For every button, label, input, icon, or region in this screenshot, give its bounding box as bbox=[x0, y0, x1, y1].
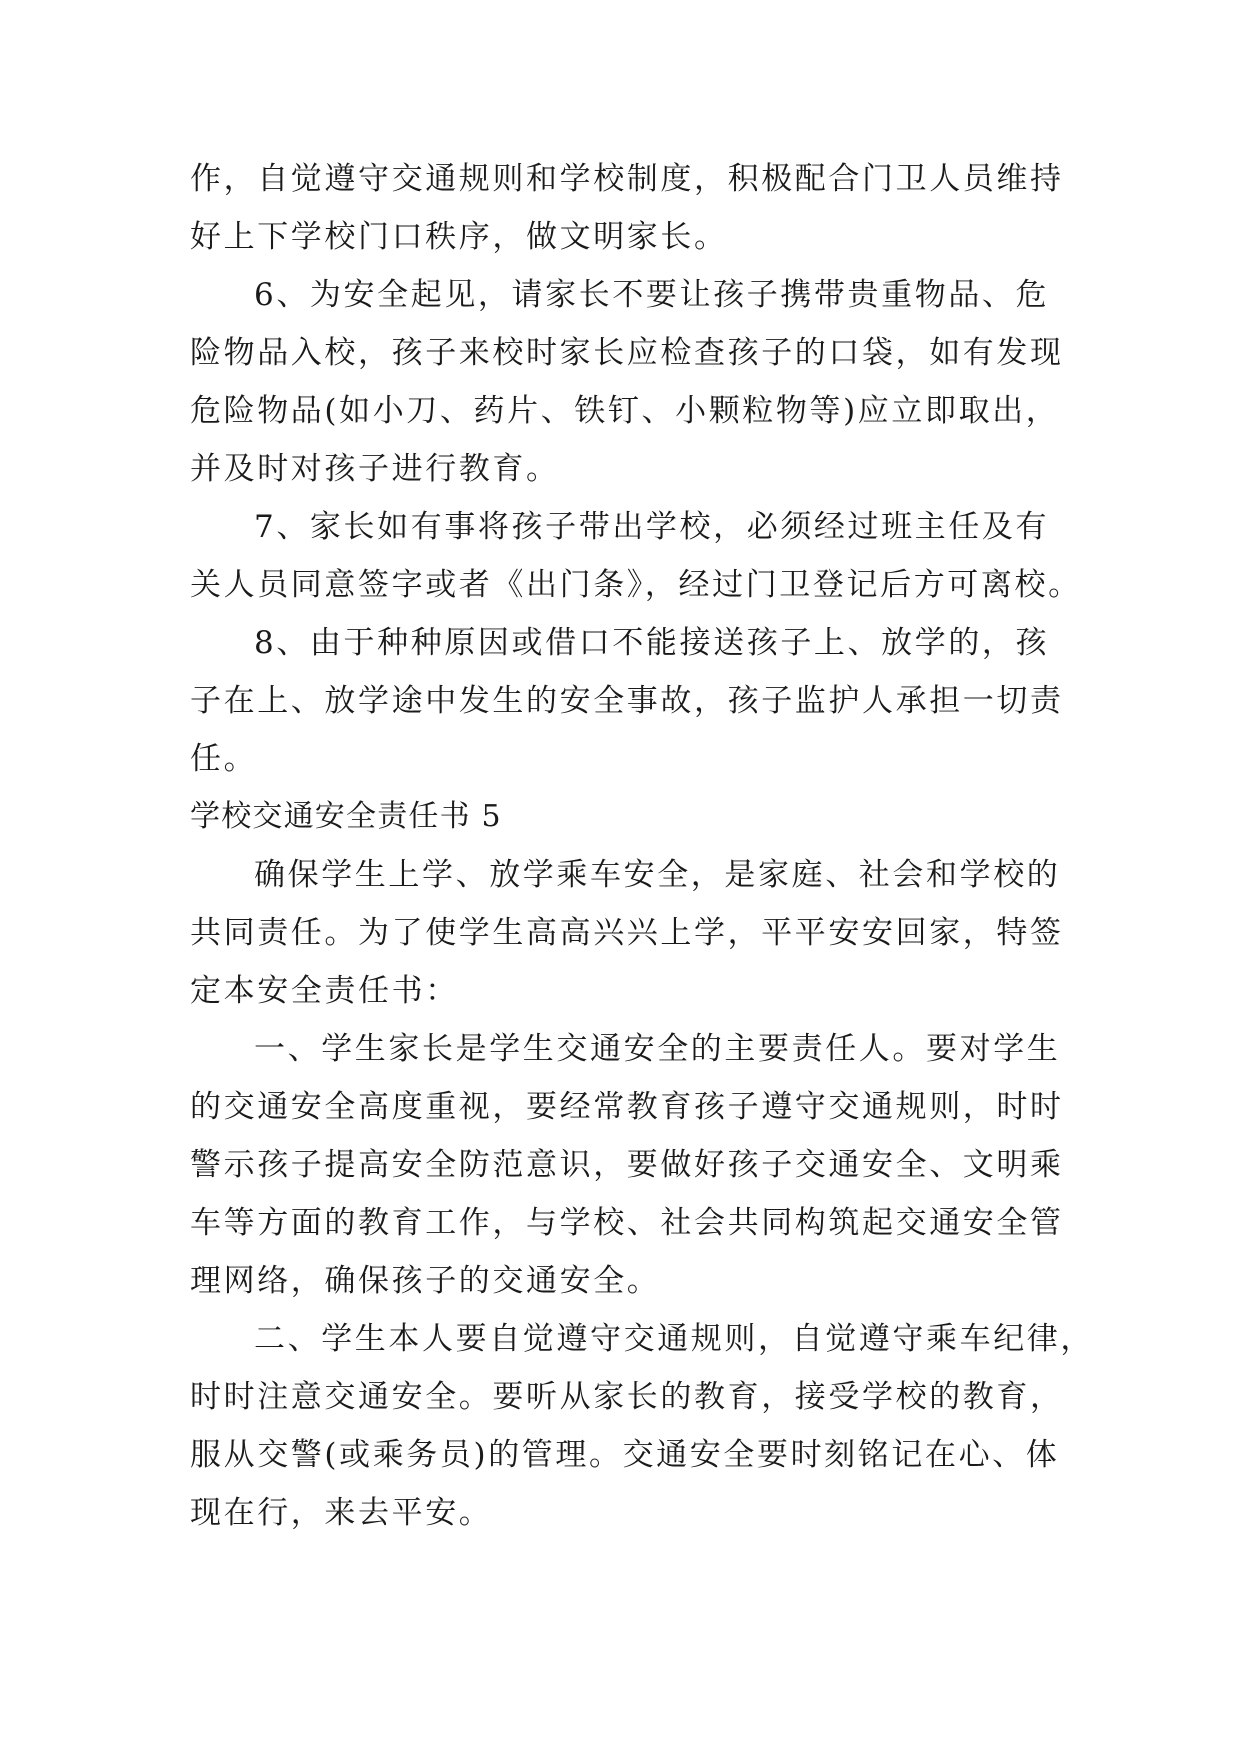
text-line: 车等方面的教育工作，与学校、社会共同构筑起交通安全管 bbox=[190, 1205, 1064, 1241]
text-line: 现在行，来去平安。 bbox=[190, 1495, 493, 1531]
text-line: 理网络，确保孩子的交通安全。 bbox=[190, 1263, 661, 1299]
text-line: 子在上、放学途中发生的安全事故，孩子监护人承担一切责 bbox=[190, 683, 1064, 719]
text-line: 定本安全责任书： bbox=[190, 973, 459, 1009]
text-line: 好上下学校门口秩序，做文明家长。 bbox=[190, 219, 728, 255]
text-line: 的交通安全高度重视，要经常教育孩子遵守交通规则，时时 bbox=[190, 1089, 1064, 1125]
text-line: 任。 bbox=[190, 741, 258, 777]
text-line: 并及时对孩子进行教育。 bbox=[190, 451, 560, 487]
paragraph-item-6: 6、为安全起见，请家长不要让孩子携带贵重物品、危 bbox=[254, 277, 1050, 313]
paragraph-item-two: 二、学生本人要自觉遵守交通规则，自觉遵守乘车纪律， bbox=[254, 1321, 1094, 1357]
text-line: 警示孩子提高安全防范意识，要做好孩子交通安全、文明乘 bbox=[190, 1147, 1064, 1183]
paragraph-item-7: 7、家长如有事将孩子带出学校，必须经过班主任及有 bbox=[254, 509, 1050, 545]
paragraph-intro: 确保学生上学、放学乘车安全，是家庭、社会和学校的 bbox=[254, 857, 1061, 893]
paragraph-item-8: 8、由于种种原因或借口不能接送孩子上、放学的，孩 bbox=[254, 625, 1050, 661]
text-line: 关人员同意签字或者《出门条》，经过门卫登记后方可离校。 bbox=[190, 567, 1082, 603]
text-line: 共同责任。为了使学生高高兴兴上学，平平安安回家，特签 bbox=[190, 915, 1064, 951]
text-line: 危险物品(如小刀、药片、铁钉、小颗粒物等)应立即取出， bbox=[190, 393, 1060, 429]
paragraph-item-one: 一、学生家长是学生交通安全的主要责任人。要对学生 bbox=[254, 1031, 1061, 1067]
text-line: 作，自觉遵守交通规则和学校制度，积极配合门卫人员维持 bbox=[190, 161, 1064, 197]
text-line: 险物品入校，孩子来校时家长应检查孩子的口袋，如有发现 bbox=[190, 335, 1064, 371]
text-line: 服从交警(或乘务员)的管理。交通安全要时刻铭记在心、体 bbox=[190, 1437, 1060, 1473]
document-page bbox=[190, 150, 1094, 1542]
text-line: 时时注意交通安全。要听从家长的教育，接受学校的教育， bbox=[190, 1379, 1064, 1415]
section-heading: 学校交通安全责任书 5 bbox=[190, 799, 502, 834]
